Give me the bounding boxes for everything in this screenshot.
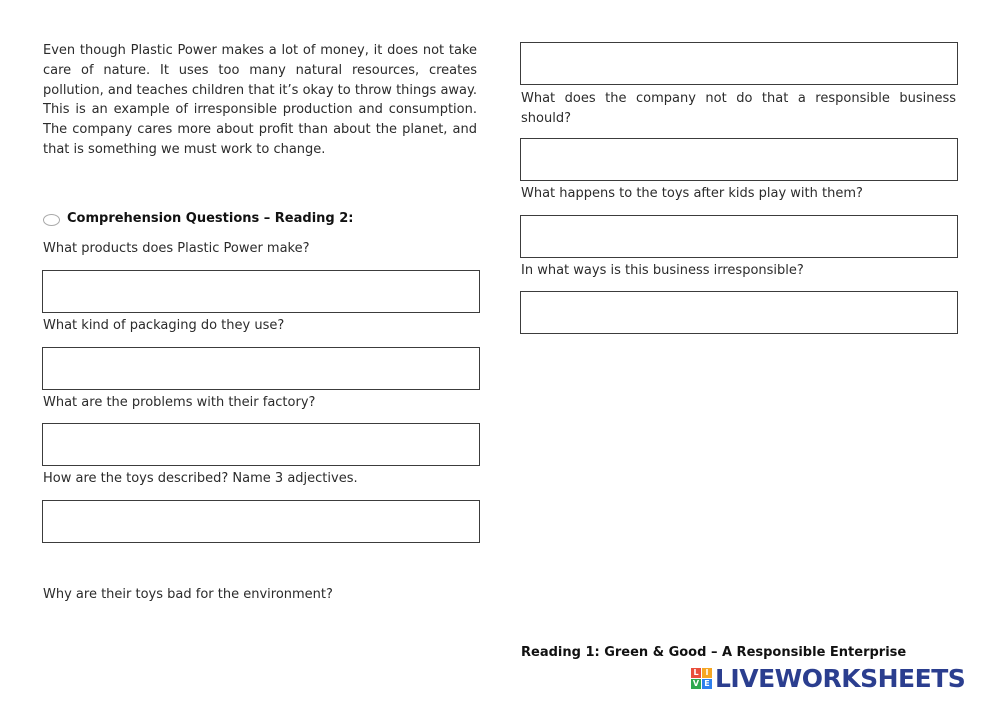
logo-letter-e: E — [702, 679, 712, 689]
brand-name: LIVEWORKSHEETS — [715, 664, 966, 693]
logo-letter-v: V — [692, 679, 700, 688]
reading-paragraph: Even though Plastic Power makes a lot of money, it does not take care of nature. It uses too many natural resources, creates pollution, and teaches children that it’s okay to throw things away. This is an example of irresponsible production and consumption. The company cares more about profit than about the planet, and that is something we must work to change. — [43, 43, 477, 157]
section-heading-text: Comprehension Questions – Reading 2: — [67, 211, 354, 226]
question-5: Why are their toys bad for the environment? — [43, 587, 333, 602]
answer-box-2[interactable] — [42, 347, 480, 390]
question-2: What kind of packaging do they use? — [43, 318, 285, 333]
footer-reading-title: Reading 1: Green & Good – A Responsible Enterprise — [521, 645, 907, 660]
question-8: In what ways is this business irresponsible? — [521, 263, 804, 278]
logo-letter-l: L — [691, 668, 701, 678]
answer-box-5[interactable] — [520, 42, 958, 85]
question-3: What are the problems with their factory? — [43, 395, 316, 410]
logo-squares-icon — [691, 668, 712, 689]
question-4: How are the toys described? Name 3 adjectives. — [43, 471, 358, 486]
question-7: What happens to the toys after kids play with them? — [521, 186, 863, 201]
section-heading — [43, 211, 353, 226]
question-6: What does the company not do that a responsible business should? — [521, 91, 956, 126]
question-1: What products does Plastic Power make? — [43, 241, 310, 256]
answer-box-4[interactable] — [42, 500, 480, 543]
answer-box-6[interactable] — [520, 138, 958, 181]
speech-bubble-icon — [43, 214, 60, 226]
answer-box-3[interactable] — [42, 423, 480, 466]
answer-box-1[interactable] — [42, 270, 480, 313]
answer-box-8[interactable] — [520, 291, 958, 334]
logo-letter-i: I — [702, 668, 712, 678]
answer-box-7[interactable] — [520, 215, 958, 258]
liveworksheets-logo — [691, 666, 965, 691]
